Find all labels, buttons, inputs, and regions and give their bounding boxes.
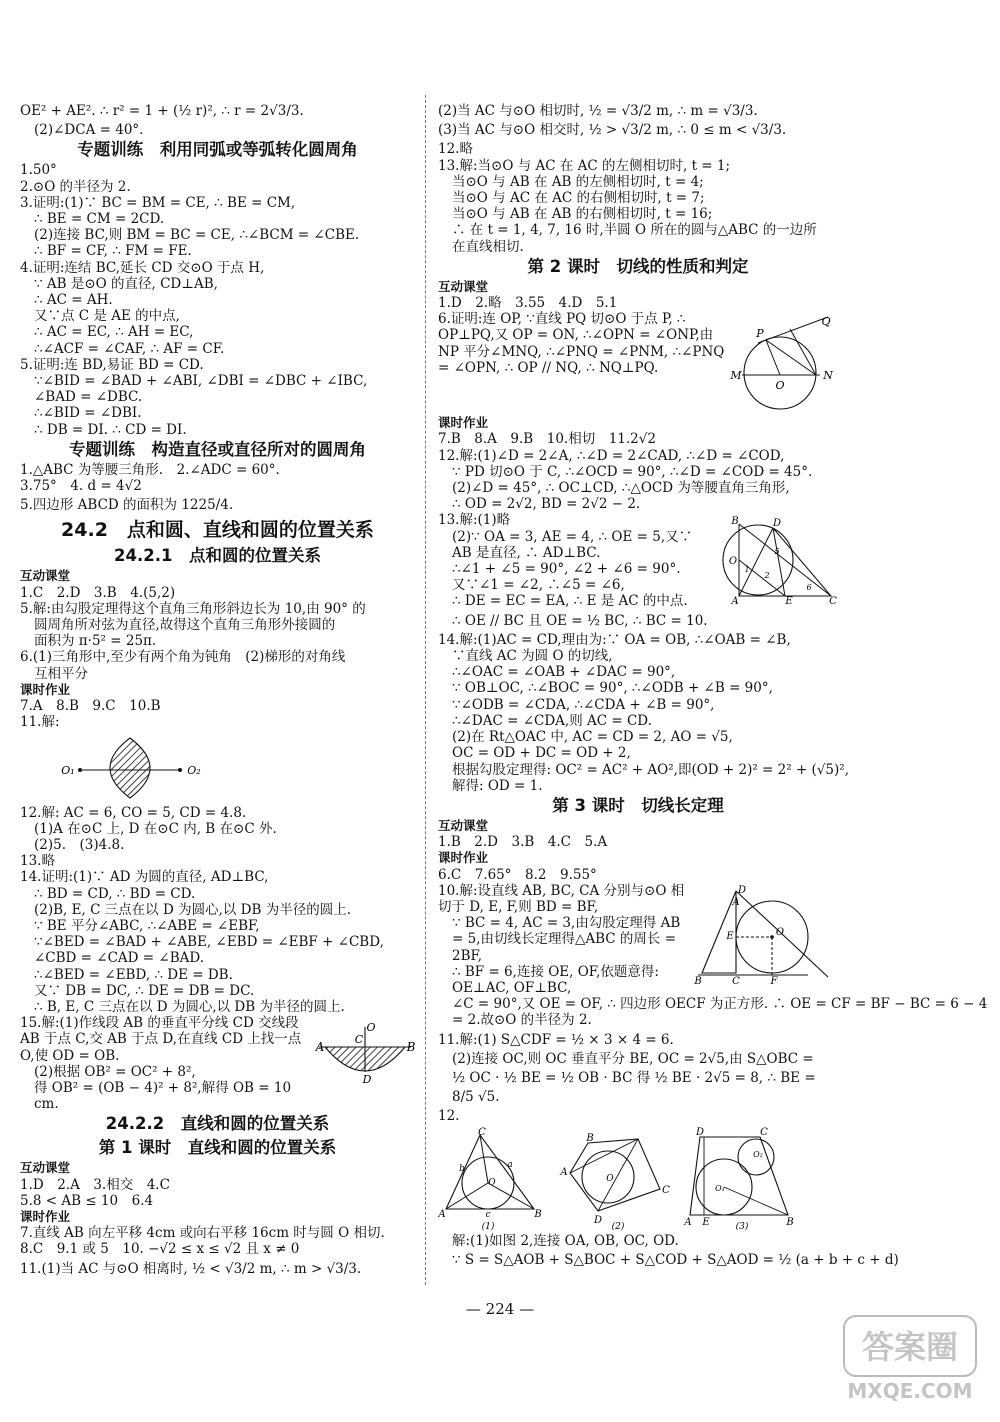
answer-line: 1.D 2.A 3.相交 4.C (20, 1176, 170, 1193)
answer-line: ∴∠DAC = ∠CDA,则 AC = CD. (452, 712, 652, 729)
figure-label: D (362, 1073, 372, 1087)
figure-label: C (732, 975, 740, 985)
figure-label: B (694, 975, 702, 985)
answer-line: 解:(1)如图 2,连接 OA, OB, OC, OD. (452, 1232, 679, 1249)
answer-line: ∵∠BED = ∠BAD + ∠ABE, ∠EBD = ∠EBF + ∠CBD, (34, 934, 384, 951)
answer-line: 互相平分 (34, 665, 88, 682)
figure-label: A (684, 1216, 692, 1228)
answer-line: 互动课堂 (438, 278, 489, 294)
answer-line: 1.C 2.D 3.B 4.(5,2) (20, 584, 176, 601)
answer-line: 1.B 2.D 3.B 4.C 5.A (438, 834, 608, 851)
answer-line: 15.解:(1)作线段 AB 的垂直平分线 CD 交线段 AB 于点 C,交 AB 于点 D,在直线 CD 上找一点 O,使 OD = OB. (20, 1015, 302, 1064)
answer-line: ∴ B, E, C 三点在以 D 为圆心,以 DB 为半径的圆上. (34, 998, 345, 1015)
figure-label: M (730, 369, 742, 383)
figure-label: a (507, 1159, 513, 1170)
figure-label: B (406, 1040, 415, 1055)
answer-line: ∴∠1 + ∠5 = 90°, ∠2 + ∠6 = 90°. (452, 561, 681, 578)
answer-line: (2)在 Rt△OAC 中, AC = CD = 2, AO = √5, (452, 729, 733, 746)
answer-line: (2)当 AC 与⊙O 相切时, ½ = √3/2 m, ∴ m = √3/3. (438, 103, 758, 119)
left-column (20, 100, 415, 1280)
figure-label: D (772, 518, 782, 530)
answer-line: ∵ PD 切⊙O 于 C, ∴∠OCD = 90°, ∴∠D = ∠COD = 45°. (452, 463, 813, 480)
figure-label: O₁ (61, 763, 75, 777)
subsection-title: 专题训练 利用同弧或等弧转化圆周角 (77, 140, 358, 160)
answer-line: ∴ BF = CF, ∴ FM = FE. (34, 243, 192, 260)
figure-lens (20, 733, 240, 803)
figure-label: c (485, 1209, 491, 1220)
answer-line: 当⊙O 与 AB 在 AB 的右侧相切时, t = 16; (452, 206, 713, 223)
answer-line: OC = OD + DC = OD + 2, (452, 745, 631, 762)
figure-label: E (702, 1216, 710, 1228)
answer-line: ∴∠OAC = ∠OAB + ∠DAC = 90°, (452, 664, 676, 681)
answer-line: ∴ OD = 2√2, BD = 2√2 − 2. (452, 496, 641, 513)
answer-line: 5.四边形 ABCD 的面积为 1225/4. (20, 497, 234, 514)
figure-label: 5 (774, 547, 780, 557)
subsection-title: 第 1 课时 直线和圆的位置关系 (98, 1138, 337, 1158)
answer-line: (2)B, E, C 三点在以 D 为圆心,以 DB 为半径的圆上. (34, 901, 351, 918)
answer-line: ∵ BC = 4, AC = 3,由勾股定理得 AB = 5,由切线长定理得△ABC 的周长 = 2BF, (452, 915, 681, 964)
answer-line: 解得: OD = 1. (452, 777, 543, 794)
answer-line: ∴ AC = AH. (34, 292, 113, 309)
answer-with-figure (438, 311, 838, 415)
answer-line: 6.C 7.65° 8.2 9.55° (438, 866, 597, 883)
answer-line: 7.直线 AB 向左平移 4cm 或向右平移 16cm 时与圆 O 相切. (20, 1225, 385, 1242)
section-title: 24.2 点和圆、直线和圆的位置关系 (61, 519, 374, 542)
answer-line: 面积为 π·5² = 25π. (34, 633, 157, 650)
figure-label: B (534, 1208, 542, 1220)
answer-line: 课时作业 (438, 415, 489, 431)
answer-line: 5.证明:连 BD,易证 BD = CD. (20, 356, 204, 373)
answer-line: 课时作业 (20, 681, 71, 697)
answer-line: 12.解:(1)∠D = 2∠A, ∴∠D = 2∠CAD, ∴∠D = ∠COD, (438, 447, 785, 464)
figure-label: O (488, 1177, 496, 1188)
answer-line: 14.解:(1)AC = CD,理由为:∵ OA = OB, ∴∠OAB = ∠B, (438, 631, 791, 648)
answer-line: ∴ 在 t = 1, 4, 7, 16 时,半圆 O 所在的圆与△ABC 的一边所 (452, 222, 817, 239)
answer-line: 5.8 < AB ≤ 10 6.4 (20, 1192, 154, 1209)
answer-line: ∵ BE 平分∠ABC, ∴∠ABE = ∠EBF, (34, 917, 260, 934)
answer-line: ∴ DB = DI. ∴ CD = DI. (34, 421, 187, 438)
answer-line: 6.证明:连 OP, ∵直线 PQ 切⊙O 于点 P, ∴ OP⊥PQ,又 OP = ON, ∴∠OPN = ∠ONP,由 NP 平分∠MNQ, ∴∠PNQ = ∠PNM, ∴∠PNQ = ∠OPN, ∴ OP // NQ, ∴ NQ⊥PQ. (438, 311, 725, 376)
right-column (438, 100, 988, 1271)
figure-circle-pq (728, 313, 838, 413)
figure-circle-10 (688, 885, 838, 985)
answer-line: 1.D 2.略 3.55 4.D 5.1 (438, 295, 618, 312)
subsection-title: 第 3 课时 切线长定理 (552, 795, 724, 815)
answer-line: 12.略 (438, 141, 473, 158)
answer-line: = 2.故⊙O 的半径为 2. (452, 1012, 592, 1029)
answer-line: ∠BAD = ∠DBC. (34, 389, 143, 406)
answer-line: ∵∠ODB = ∠CDA, ∴∠CDA + ∠B = 90°, (452, 696, 715, 713)
figure-label: O (728, 556, 738, 568)
figure-bowl (315, 1017, 415, 1089)
answer-line: 11.解:(1) S△CDF = ½ × 3 × 4 = 6. (438, 1031, 674, 1048)
figure-label: A (315, 1040, 325, 1055)
page-number: — 224 — (465, 1300, 535, 1318)
answer-line: ∵∠BID = ∠BAD + ∠ABI, ∠DBI = ∠DBC + ∠IBC, (34, 373, 368, 390)
figure-label: C (354, 1033, 364, 1047)
figure-label: O₂ (187, 763, 201, 777)
answer-line: 互动课堂 (20, 1160, 71, 1176)
watermark-logo (840, 1312, 980, 1407)
figure-label: A (731, 596, 739, 605)
figure-label: A (438, 1208, 446, 1220)
answer-line: 又∵∠1 = ∠2, ∴∠5 = ∠6, (452, 577, 625, 594)
answer-line: ∴ BF = 6,连接 OE, OF,依题意得: OE⊥AC, OF⊥BC, (452, 963, 659, 996)
answer-line: OE² + AE². ∴ r² = 1 + (½ r)², ∴ r = 2√3/3. (20, 103, 304, 119)
answer-line: (2)连接 OC,则 OC 垂直平分 BE, OC = 2√5,由 S△OBC = (452, 1050, 814, 1067)
answer-line: (2)5. (3)4.8. (34, 836, 125, 853)
answer-line: (2)∠DCA = 40°. (34, 122, 144, 139)
answer-line: ∴∠BED = ∠EBD, ∴ DE = DB. (34, 966, 233, 983)
answer-line: ∴ BE = CM = 2CD. (34, 211, 165, 228)
answer-line: 12.解: AC = 6, CO = 5, CD = 4.8. (20, 804, 247, 821)
answer-line: ∴ OE // BC 且 OE = ½ BC, ∴ BC = 10. (452, 612, 708, 629)
answer-line: 课时作业 (20, 1208, 71, 1224)
answer-line: 13.略 (20, 853, 55, 870)
figure-label: P (756, 327, 764, 341)
answer-line: ∴ DE = EC = EA, ∴ E 是 AC 的中点. (452, 593, 688, 610)
answer-line: 11.解: (20, 714, 60, 731)
figure-label: 6 (806, 583, 812, 593)
answer-line: 2.⊙O 的半径为 2. (20, 178, 131, 195)
answer-line: (2)∠D = 45°, ∴ OC⊥CD, ∴△OCD 为等腰直角三角形, (452, 480, 790, 497)
subsection-title: 专题训练 构造直径或直径所对的圆周角 (69, 439, 366, 459)
answer-line: ∴ AC = EC, ∴ AH = EC, (34, 324, 194, 341)
answer-line: 当⊙O 与 AB 在 AB 的左侧相切时, t = 4; (452, 173, 704, 190)
figure-label: C (478, 1126, 486, 1138)
answer-line: 7.A 8.B 9.C 10.B (20, 698, 161, 715)
subsection-title: 第 2 课时 切线的性质和判定 (527, 256, 749, 276)
answer-line: 根据勾股定理得: OC² = AC² + AO²,即(OD + 2)² = 2² + (√5)², (452, 761, 849, 778)
answer-line: 10.解:设直线 AB, BC, CA 分别与⊙O 相切于 D, E, F,则 BD = BF, (438, 882, 685, 915)
figure-label: (2) (611, 1221, 625, 1231)
answer-line: ∵ S = S△AOB + S△BOC + S△COD + S△AOD = ½ (a + b + c + d) (452, 1251, 899, 1268)
answer-line: 课时作业 (438, 850, 489, 866)
answer-line: ½ OC · ½ BE = ½ OB · BC 得 ½ BE · 2√5 = 8, ∴ BE = (452, 1069, 816, 1086)
answer-line: 互动课堂 (20, 568, 71, 584)
figure-label: D (737, 884, 747, 896)
watermark-text: 答案圈 (861, 1328, 959, 1366)
answer-line: 1.50° (20, 162, 57, 179)
figure-circle-13 (713, 514, 838, 604)
answer-with-figure (438, 512, 838, 609)
answer-line: (2)根据 OB² = OC² + 8², (34, 1063, 196, 1080)
figure-label: F (770, 975, 778, 985)
figure-label: 1 (744, 565, 750, 575)
figure-label: B (731, 516, 739, 528)
answer-line: 1.△ABC 为等腰三角形. 2.∠ADC = 60°. (20, 461, 280, 478)
answer-line: (3)当 AC 与⊙O 相交时, ½ > √3/2 m, ∴ 0 ≤ m < √3/3. (438, 122, 787, 139)
answer-line: 又∵ DB = DC, ∴ DE = DB = DC. (34, 982, 255, 999)
answer-line: 4.证明:连结 BC,延长 CD 交⊙O 于点 H, (20, 259, 265, 276)
answer-line: 3.75° 4. d = 4√2 (20, 478, 142, 495)
answer-line: 圆周角所对弦为直径,故得这个直角三角形外接圆的 (34, 617, 336, 634)
figure-label: O (606, 1173, 614, 1184)
answer-line: ∵ AB 是⊙O 的直径, CD⊥AB, (34, 275, 218, 292)
watermark-url: MXQE.COM (847, 1379, 973, 1403)
answer-line: 7.B 8.A 9.B 10.相切 11.2√2 (438, 431, 656, 448)
figure-label: Q (821, 315, 831, 329)
figure-label: O₂ (753, 1149, 763, 1159)
figure-label: C (760, 1126, 768, 1138)
column-divider (425, 95, 426, 1285)
figure-label: B (786, 1216, 794, 1228)
answer-line: 互动课堂 (438, 817, 489, 833)
figure-label: O (775, 379, 785, 393)
answer-line: ∠CBD = ∠CAD = ∠BAD. (34, 950, 205, 967)
figure-label: (1) (481, 1221, 495, 1231)
answer-line: ∴ BD = CD, ∴ BD = CD. (34, 885, 196, 902)
answer-line: 13.解:(1)略 (438, 512, 511, 529)
answer-line: ∵直线 AC 为圆 O 的切线, (452, 648, 613, 665)
figure-label: b (459, 1163, 465, 1174)
answer-line: ∵ OB⊥OC, ∴∠BOC = 90°, ∴∠ODB + ∠B = 90°, (452, 680, 773, 697)
answer-line: ∠C = 90°,又 OE = OF, ∴ 四边形 OECF 为正方形. ∴ OE = CF = BF − BC = 6 − 4 (452, 996, 988, 1013)
subsection-title: 24.2.2 直线和圆的位置关系 (105, 1114, 330, 1134)
figure-label: E (726, 930, 734, 942)
answer-line: 12. (438, 1108, 460, 1125)
answer-line: (1)A 在⊙C 上, D 在⊙C 内, B 在⊙C 外. (34, 820, 277, 837)
answer-line: ∴∠ACF = ∠CAF, ∴ AF = CF. (34, 340, 225, 357)
answer-line: ∴∠BID = ∠DBI. (34, 405, 142, 422)
figure-label: A (732, 896, 740, 908)
figure-label: O (775, 926, 785, 938)
figure-label: N (823, 369, 833, 383)
answer-line: 11.(1)当 AC 与⊙O 相离时, ½ < √3/2 m, ∴ m > √3/3. (20, 1260, 362, 1277)
answer-line: 8/5 √5. (452, 1089, 500, 1106)
answer-line: 得 OB² = (OB − 4)² + 8²,解得 OB = 10 cm. (34, 1079, 292, 1113)
subsection-title: 24.2.1 点和圆的位置关系 (114, 546, 321, 566)
figure-label: E (785, 596, 793, 605)
figure-three-tangent (438, 1127, 808, 1231)
figure-label: D (593, 1214, 603, 1226)
figure-label: 2 (764, 571, 770, 581)
figure-label: A (560, 1166, 568, 1178)
answer-line: (2)连接 BC,则 BM = BC = CE, ∴∠BCM = ∠CBE. (34, 227, 360, 244)
answer-line: 又∵点 C 是 AE 的中点, (34, 308, 180, 325)
answer-line: 14.证明:(1)∵ AD 为圆的直径, AD⊥BC, (20, 869, 269, 886)
answer-with-figure (20, 1015, 415, 1112)
answer-line: 13.解:当⊙O 与 AC 在 AC 的左侧相切时, t = 1; (438, 157, 731, 174)
answer-line: 5.解:由勾股定理得这个直角三角形斜边长为 10,由 90° 的 (20, 600, 366, 617)
answer-line: 3.证明:(1)∵ BC = BM = CE, ∴ BE = CM, (20, 194, 296, 211)
figure-label: O₁ (715, 1183, 725, 1193)
answer-line: 当⊙O 与 AC 在 AC 的右侧相切时, t = 7; (452, 190, 705, 207)
figure-label: D (695, 1126, 705, 1138)
answer-line: 8.C 9.1 或 5 10. −√2 ≤ x ≤ √2 且 x ≠ 0 (20, 1241, 300, 1258)
figure-label: C (829, 596, 837, 605)
answer-with-figure (438, 883, 838, 996)
figure-label: (3) (735, 1221, 749, 1231)
figure-label: O (366, 1021, 376, 1035)
answer-line: (2)∵ OA = 3, AE = 4, ∴ OE = 5,又∵ AB 是直径, ∴ AD⊥BC. (452, 528, 693, 561)
figure-label: C (662, 1184, 670, 1196)
answer-line: 在直线相切. (452, 238, 524, 255)
answer-line: 6.(1)三角形中,至少有两个角为钝角 (2)梯形的对角线 (20, 649, 346, 666)
figure-label: B (586, 1132, 594, 1144)
